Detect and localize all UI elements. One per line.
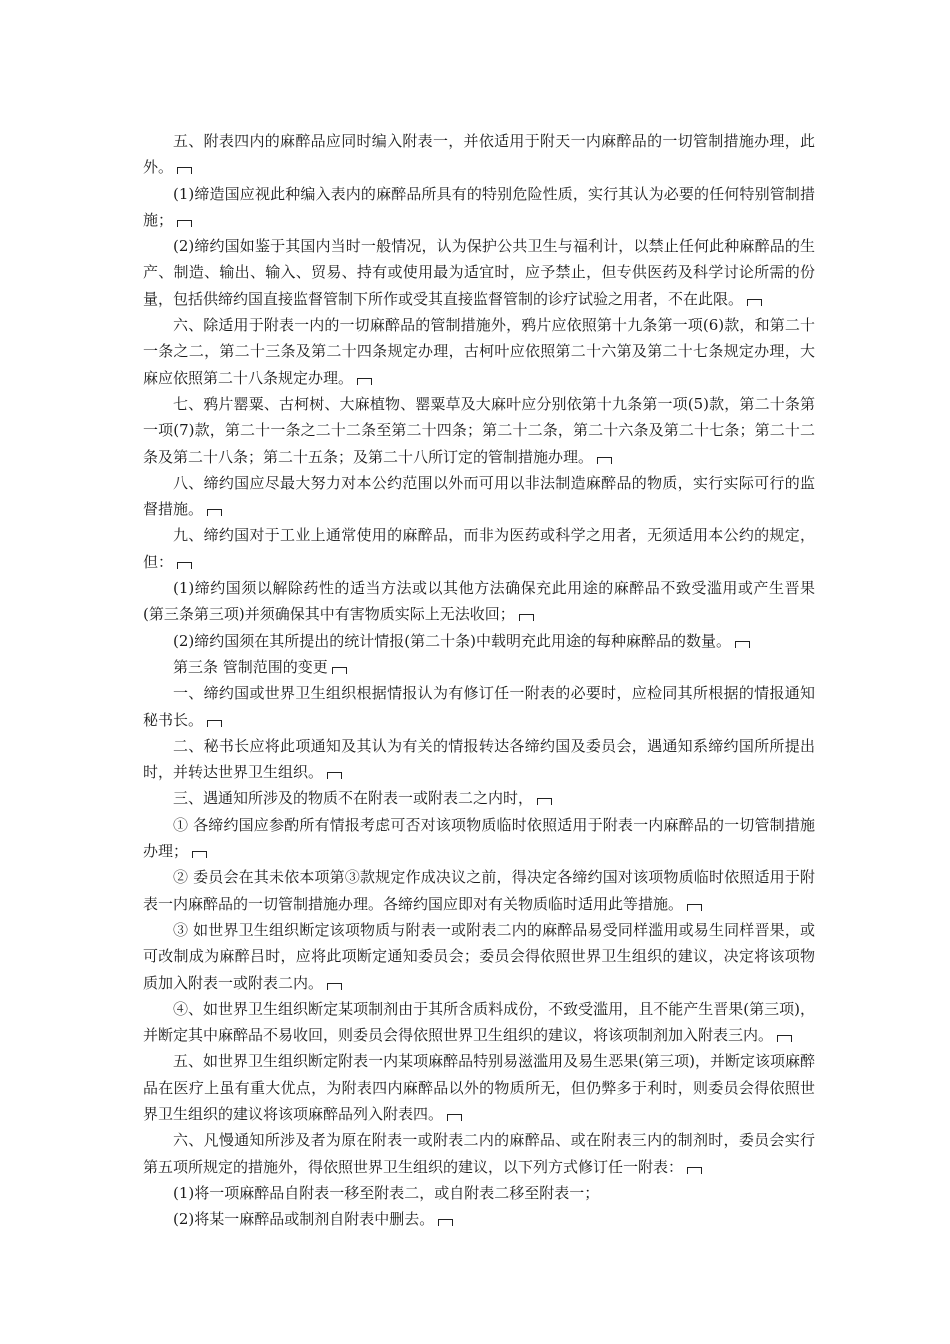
paragraph-art3-item-3: 三、遇通知所涉及的物质不在附表一或附表二之内时，: [143, 785, 815, 811]
paragraph-item-9-1: (1)缔约国须以解除药性的适当方法或以其他方法确保充此用途的麻醉品不致受滥用或产生晋果(第三条第三项)并须确保其中有害物质实际上无法收回；: [143, 579, 815, 624]
paragraph-item-9-2: (2)缔约国须在其所提出的统计情报(第二十条)中载明充此用途的每种麻醉品的数量。: [143, 628, 815, 654]
paragraph-art3-item-6: 六、凡慢通知所涉及者为原在附表一或附表二内的麻醉品、或在附表三内的制剂时，委员会实行第五项所规定的措施外，得依照世界卫生组织的建议，以下列方式修订任一附表：: [143, 1131, 815, 1176]
paragraph-item-6: 六、除适用于附表一内的一切麻醉品的管制措施外，鸦片应依照第十九条第一项(6)款，和第二十一条之二，第二十三条及第二十四条规定办理，古柯叶应依照第二十六第及第二十七条规定办理，大麻应依照第二十八条规定办理。: [143, 316, 815, 387]
paragraph-art3-item-6-2: (2)将某一麻醉品或制剂自附表中删去。: [143, 1206, 815, 1232]
paragraph-mark-icon: [597, 457, 612, 464]
paragraph-mark-icon: [207, 720, 222, 727]
paragraph-art3-item-6-1: (1)将一项麻醉品自附表一移至附表二，或自附表二移至附表一；: [173, 1183, 600, 1202]
paragraph-mark-icon: [332, 667, 347, 674]
paragraph-item-8: 八、缔约国应尽最大努力对本公约范围以外而可用以非法制造麻醉品的物质，实行实际可行的监督措施。: [143, 473, 815, 519]
paragraph-art3-item-5: 五、如世界卫生组织断定附表一内某项麻醉品特别易滋滥用及易生恶果(第三项)，并断定该项麻醉品在医疗上虽有重大优点，为附表四内麻醉品以外的物质所无，但仍弊多于利时，则委员会得依照世界卫生组织的建议将该项麻醉品列入附表四。: [143, 1052, 815, 1123]
paragraph-mark-icon: [327, 772, 342, 779]
paragraph-mark-icon: [687, 1167, 702, 1174]
document-body: [143, 128, 815, 1232]
paragraph-mark-icon: [747, 299, 762, 306]
paragraph-art3-item-2: 二、秘书长应将此项通知及其认为有关的情报转达各缔约国及委员会，遇通知系缔约国所所提出时，并转达世界卫生组织。: [143, 736, 815, 782]
paragraph-prohibition: (2)缔约国如鉴于其国内当时一般情况，认为保护公共卫生与福利计，以禁止任何此种麻醉品的生产、制造、输出、输入、贸易、持有或使用最为适宜时，应予禁止，但专供医药及科学讨论所需的份量，包括供缔约国直接监督管制下所作或受其直接监督管制的诊疗试验之用者，不在此限。: [143, 237, 815, 308]
paragraph-mark-icon: [777, 1035, 792, 1042]
paragraph-mark-icon: [438, 1219, 453, 1226]
paragraph-special-control: (1)缔造国应视此种编入表内的麻醉品所具有的特别危险性质，实行其认为必要的任何特别管制措施；: [143, 184, 815, 229]
paragraph-mark-icon: [327, 983, 342, 990]
paragraph-mark-icon: [207, 509, 222, 516]
paragraph-mark-icon: [735, 641, 750, 648]
paragraph-schedule4-intro: 五、附表四内的麻醉品应同时编入附表一，并依适用于附天一内麻醉品的一切管制措施办理，此外。: [143, 132, 815, 177]
paragraph-mark-icon: [537, 798, 552, 805]
paragraph-item-7: 七、鸦片罂粟、古柯树、大麻植物、罂粟草及大麻叶应分别依第十九条第一项(5)款，第二十条第一项(7)款，第二十一条之二十二条至第二十四条；第二十二条，第二十六条及第二十七条；第二十二条及第二十八条；第二十五条；及第二十八所订定的管制措施办理。: [143, 394, 815, 466]
paragraph-mark-icon: [177, 220, 192, 227]
paragraph-art3-item-3-2: ② 委员会在其未依本项第③款规定作成决议之前，得决定各缔约国对该项物质临时依照适用于附表一内麻醉品的一切管制措施办理。各缔约国应即对有关物质临时适用此等措施。: [143, 868, 815, 913]
paragraph-art3-item-1: 一、缔约国或世界卫生组织根据情报认为有修订任一附表的必要时，应检同其所根据的情报通知秘书长。: [143, 684, 815, 729]
paragraph-mark-icon: [357, 378, 372, 385]
paragraph-mark-icon: [687, 904, 702, 911]
article-3-heading: 第三条 管制范围的变更: [143, 654, 815, 680]
paragraph-mark-icon: [177, 167, 192, 174]
paragraph-mark-icon: [192, 851, 207, 858]
paragraph-art3-item-3-1: ① 各缔约国应参酌所有情报考虑可否对该项物质临时依照适用于附表一内麻醉品的一切管制措施办理；: [143, 815, 815, 861]
paragraph-art3-item-3-3: ③ 如世界卫生组织断定该项物质与附表一或附表二内的麻醉品易受同样滥用或易生同样晋果，或可改制成为麻醉吕时，应将此项断定通知委员会；委员会得依照世界卫生组织的建议，决定将该项物质加入附表一或附表二内。: [143, 920, 815, 992]
paragraph-mark-icon: [519, 614, 534, 621]
paragraph-mark-icon: [177, 562, 192, 569]
paragraph-mark-icon: [447, 1114, 462, 1121]
paragraph-art3-item-3-4: ④、如世界卫生组织断定某项制剂由于其所含质料成份，不致受滥用，且不能产生晋果(第三项)，并断定其中麻醉品不易收回，则委员会得依照世界卫生组织的建议，将该项制剂加入附表三内。: [143, 999, 815, 1045]
paragraph-item-9: 九、缔约国对于工业上通常使用的麻醉品，而非为医药或科学之用者，无须适用本公约的规定，但：: [143, 526, 815, 571]
